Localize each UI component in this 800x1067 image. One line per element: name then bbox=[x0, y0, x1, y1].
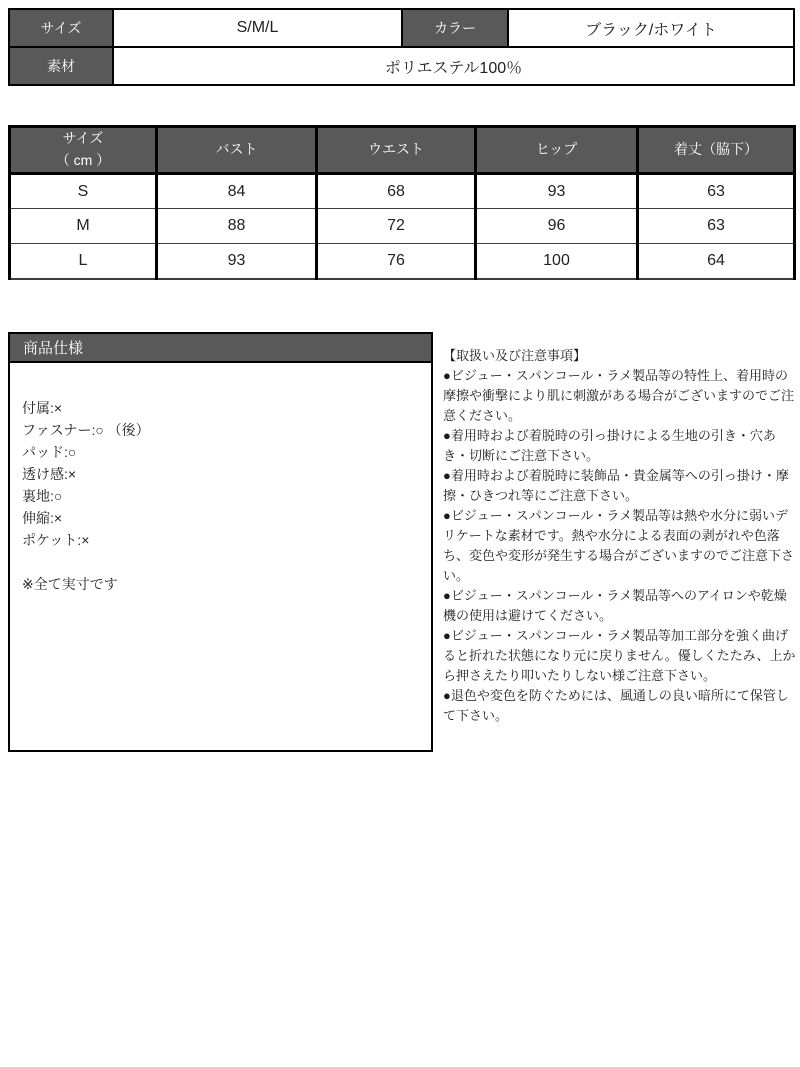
care-note-item: ●退色や変色を防ぐためには、風通しの良い暗所にて保管して下さい。 bbox=[443, 688, 789, 723]
info-material-value: ポリエステル100％ bbox=[113, 47, 794, 85]
size-cell-hip: 96 bbox=[476, 209, 638, 244]
size-cell-length: 63 bbox=[638, 209, 795, 244]
size-cell-waist: 68 bbox=[317, 174, 476, 209]
size-cell-name: S bbox=[10, 174, 157, 209]
info-material-label: 素材 bbox=[9, 47, 113, 85]
size-chart-header-size bbox=[10, 127, 157, 174]
info-color-label: カラー bbox=[402, 9, 508, 47]
size-chart-header-row bbox=[10, 127, 795, 174]
spec-box-title: 商品仕様 bbox=[10, 334, 431, 363]
size-cell-name: M bbox=[10, 209, 157, 244]
spec-box-body bbox=[10, 363, 431, 595]
size-chart-header-length: 着丈（脇下） bbox=[638, 127, 795, 174]
size-cell-waist: 72 bbox=[317, 209, 476, 244]
size-cell-length: 63 bbox=[638, 174, 795, 209]
info-table bbox=[8, 8, 795, 86]
care-note-item: ●ビジュー・スパンコール・ラメ製品等は熱や水分に弱いデリケートな素材です。熱や水分による表面の剥がれや色落ち、変色や変形が発生する場合がございますのでご注意下さい。 bbox=[443, 508, 795, 583]
care-note-item: ●着用時および着脱時に装飾品・貴金属等への引っ掛け・摩擦・ひきつれ等にご注意下さい。 bbox=[443, 468, 789, 503]
spec-item-pad: パッド:○ bbox=[22, 444, 77, 460]
care-notes-heading: 【取扱い及び注意事項】 bbox=[443, 348, 587, 363]
spec-box bbox=[8, 332, 433, 752]
size-cell-waist: 76 bbox=[317, 244, 476, 279]
spec-item-stretch: 伸縮:× bbox=[22, 510, 63, 526]
info-color-value: ブラック/ホワイト bbox=[508, 9, 794, 47]
care-note-item: ●ビジュー・スパンコール・ラメ製品等の特性上、着用時の摩擦や衝撃により肌に刺激がある場合がございますのでご注意ください。 bbox=[443, 368, 795, 423]
size-cell-length: 64 bbox=[638, 244, 795, 279]
spec-item-lining: 裏地:○ bbox=[22, 488, 63, 504]
care-note-item: ●ビジュー・スパンコール・ラメ製品等加工部分を強く曲げると折れた状態になり元に戻りません。優しくたたみ、上から押さえたり叩いたりしない様ご注意下さい。 bbox=[443, 628, 796, 683]
info-size-label: サイズ bbox=[9, 9, 113, 47]
spec-item-pocket: ポケット:× bbox=[22, 532, 90, 548]
care-note-item: ●着用時および着脱時の引っ掛けによる生地の引き・穴あき・切断にご注意下さい。 bbox=[443, 428, 776, 463]
size-chart-header-size-line1: サイズ bbox=[62, 130, 104, 147]
size-chart-header-waist: ウエスト bbox=[317, 127, 476, 174]
size-chart-row-m bbox=[10, 209, 795, 244]
size-cell-bust: 93 bbox=[157, 244, 317, 279]
spec-item-fastener: ファスナー:○ （後） bbox=[22, 422, 150, 438]
spec-note-actual-size: ※全て実寸です bbox=[22, 576, 118, 592]
size-cell-bust: 88 bbox=[157, 209, 317, 244]
size-chart-row-s bbox=[10, 174, 795, 209]
size-cell-hip: 93 bbox=[476, 174, 638, 209]
size-chart-row-l bbox=[10, 244, 795, 279]
info-size-value: S/M/L bbox=[113, 9, 402, 47]
size-cell-bust: 84 bbox=[157, 174, 317, 209]
spec-item-sheerness: 透け感:× bbox=[22, 466, 77, 482]
size-chart-header-bust: バスト bbox=[157, 127, 317, 174]
spec-item-accessory: 付属:× bbox=[22, 400, 63, 416]
info-row-size-color bbox=[9, 9, 794, 47]
size-chart-table bbox=[8, 125, 796, 280]
info-row-material bbox=[9, 47, 794, 85]
care-note-item: ●ビジュー・スパンコール・ラメ製品等へのアイロンや乾燥機の使用は避けてください。 bbox=[443, 588, 787, 623]
care-notes bbox=[443, 346, 797, 726]
size-cell-name: L bbox=[10, 244, 157, 279]
size-chart-header-hip: ヒップ bbox=[476, 127, 638, 174]
size-chart-header-size-line2: （ cm ） bbox=[55, 152, 111, 168]
size-cell-hip: 100 bbox=[476, 244, 638, 279]
